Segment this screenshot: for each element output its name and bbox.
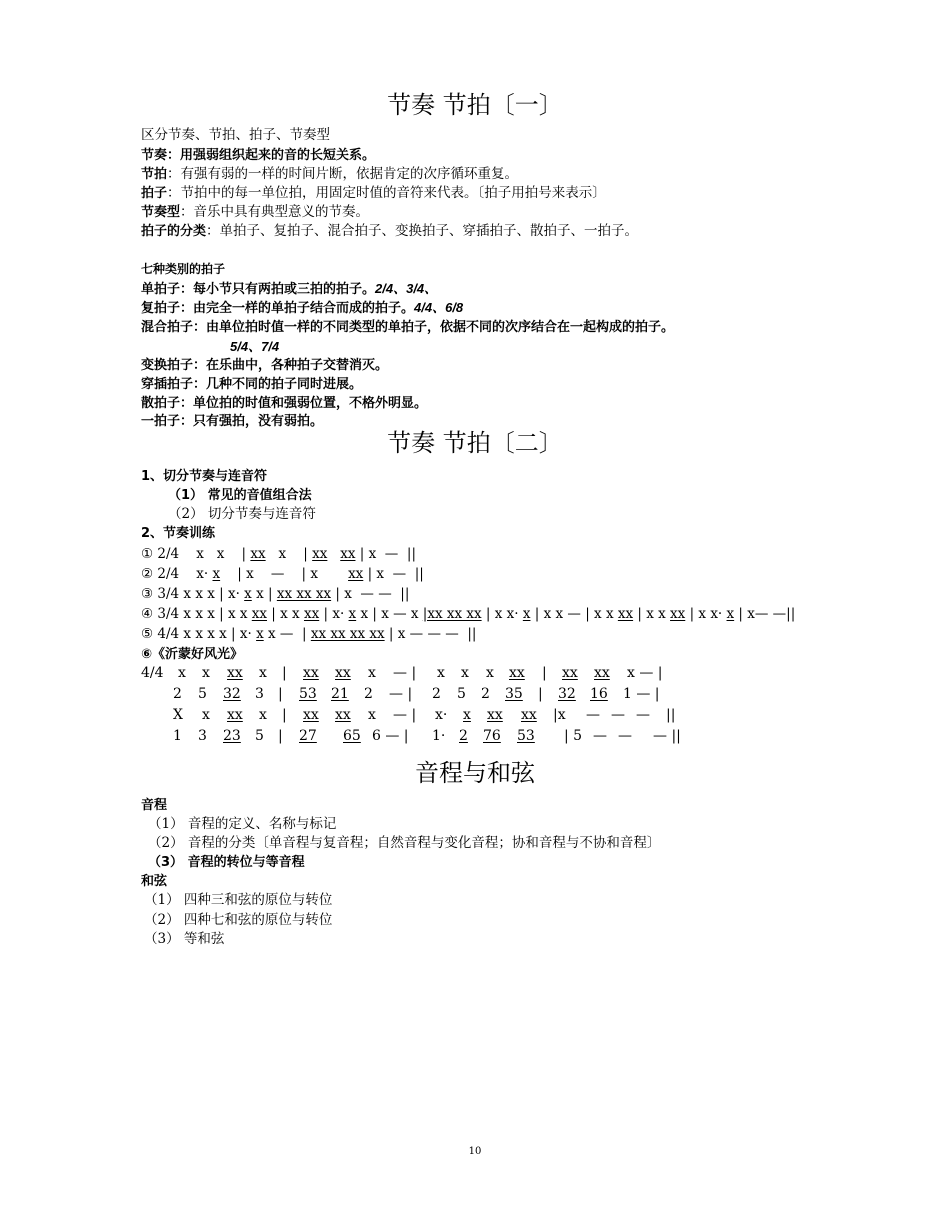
def-term: 节奏型 [141,205,181,220]
rhythm-exercise-1: ① 2/4 x x | xx x | xx xx | x — || [141,546,416,562]
def-rhythm-pattern [141,203,369,222]
kind-free: 散拍子：单位拍的时值和强弱位置，不格外明显。 [141,396,428,411]
rhythm-exercise-2: ② 2/4 x· x | x — | x xx | x — || [141,566,424,582]
def-text: 用强弱组织起来的音的长短关系。 [180,148,376,163]
chord-heading: 和弦 [141,874,168,889]
chord-item-1: （1） 四种三和弦的原位与转位 [144,892,333,908]
heading-rhythm-training: 2、节奏训练 [141,526,216,541]
kind-text: 单拍子：每小节只有两拍或三拍的拍子。 [141,282,376,297]
interval-heading: 音程 [141,798,168,813]
kind-meters: 4/4、6/8 [414,300,464,315]
interval-item-1: （1） 音程的定义、名称与标记 [148,816,337,832]
def-term: 节奏 [141,148,168,163]
def-sep: ： [167,166,181,182]
def-sep: ： [167,185,181,201]
rhythm-exercise-5: ⑤ 4/4 x x x x | x· x x — | xx xx xx xx | x — — — || [141,626,477,642]
def-sep: ： [167,148,181,163]
rhythm-exercise-3: ③ 3/4 x x x | x· x x | xx xx xx | x — — || [141,586,410,602]
intro-line: 区分节奏、节拍、拍子、节奏型 [141,127,330,143]
kind-changing: 变换拍子：在乐曲中，各种拍子交替消灭。 [141,358,389,373]
kinds-heading: 七种类别的拍子 [141,262,226,276]
interval-item-3: （3） 音程的转位与等音程 [148,855,305,870]
kind-meters: 2/4、3/4、 [375,281,438,296]
kind-meters: 5/4、7/4 [230,339,280,354]
def-text: 音乐中具有典型意义的节奏。 [193,204,370,220]
def-text: 节拍中的每一单位拍，用固定时值的音符来代表。〔拍子用拍号来表示〕 [180,185,606,201]
document-page: 节奏 节拍〔一〕 区分节奏、节拍、拍子、节奏型 节奏：用强弱组织起来的音的长短关系。 节拍：有强有弱的一样的时间片断，依据肯定的次序循环重复。 拍子：节拍中的每一单位拍，用固定时值的音符来代表。〔拍子用拍号来表示〕 节奏型：音乐中具有典型意义的节奏。 拍子的分类：单拍子、复拍子、混合拍子、变换拍子、穿插拍子、散拍子、一拍子。 七种类别的拍子 单拍子：每小节只有两拍或三拍的拍子。2/4、3/4、 复拍子：由完全一样的单拍子结合而成的拍子。4/4、6/8 混合拍子：由单位拍时值一样的不同类型的单拍子，依据不同的次序结合在一起构成的拍子。 5/4、7/4 变换拍子：在乐曲中，各种拍子交替消灭。 穿插拍子：几种不同的拍子同时进展。 散拍子：单位拍的时值和强弱位置，不格外明显。 一拍子：只有强拍，没有弱拍。 节奏 节拍〔二〕 1、切分节奏与连音符 （1） 常见的音值组合法 （2） 切分节奏与连音符 2、节奏训练 ① 2/4 x x | xx x | xx xx | x — || ② 2/4 x· x | x — | x xx | x — || ③ 3/4 x x x | x· x x | xx xx xx | x — — || ④ 3/4 x x x | x x xx | x x xx | x· x x | x — x |xx xx xx | x x· x | x x — | x x xx | x x xx | x x· x | x— —|| ⑤ 4/4 x x x x | x· x x — | xx xx xx xx | x — — — || ⑥《沂蒙好风光》 4/4 x x xx x | xx xx x — | x x x xx | xx xx x — | 2 5 32 3 | 53 21 2 — | 2 5 2 35 | 32 16 1 — | X x xx x | xx xx x — | x· x xx xx |x — — — || 1 3 23 5 | 27 65 6 — | 1· 2 76 53 | 5 — — — || 音程与和弦 音程 （1） 音程的定义、名称与标记 （2） 音程的分类〔单音程与复音程；自然音程与变化音程；协和音程与不协和音程〕 （3） 音程的转位与等音程 和弦 （1） 四种三和弦的原位与转位 （2） 四种七和弦的原位与转位 （3） 等和弦 10 [0,0,950,1229]
song-title: ⑥《沂蒙好风光》 [141,647,244,662]
section-title-rhythm-1: 节奏 节拍〔一〕 [387,91,563,119]
def-term: 拍子 [141,186,168,201]
def-meter [141,165,518,184]
kind-mixed: 混合拍子：由单位拍时值一样的不同类型的单拍子，依据不同的次序结合在一起构成的拍子。 [141,320,675,335]
rhythm-exercise-4: ④ 3/4 x x x | x x xx | x x xx | x· x x | x — x |xx xx xx | x x· x | x x — | x x xx | x x xx | x x· x | x— —|| [141,606,796,622]
def-text: 有强有弱的一样的时间片断，依据肯定的次序循环重复。 [180,166,519,182]
heading-syncopation: 1、切分节奏与连音符 [141,469,268,484]
section-title-intervals-chords: 音程与和弦 [415,759,535,787]
def-term: 拍子的分类 [141,224,207,239]
section-title-rhythm-2: 节奏 节拍〔二〕 [387,429,563,457]
def-beat [141,184,606,203]
def-term: 节拍 [141,167,168,182]
def-sep: ： [206,223,220,239]
page-number: 10 [468,1146,482,1157]
kind-polymeter: 穿插拍子：几种不同的拍子同时进展。 [141,377,363,392]
kind-mixed-meters [230,337,279,357]
sub-syncopation: （2） 切分节奏与连音符 [168,506,316,522]
kind-compound [141,298,463,318]
def-sep: ： [180,204,194,220]
chord-item-3: （3） 等和弦 [144,931,225,947]
def-meter-types [141,222,638,241]
sub-note-grouping: （1） 常见的音值组合法 [168,488,312,503]
def-rhythm [141,146,375,165]
chord-item-2: （2） 四种七和弦的原位与转位 [144,912,333,928]
def-text: 单拍子、复拍子、混合拍子、变换拍子、穿插拍子、散拍子、一拍子。 [219,223,639,239]
kind-simple [141,279,437,299]
interval-item-2: （2） 音程的分类〔单音程与复音程；自然音程与变化音程；协和音程与不协和音程〕 [148,835,661,851]
kind-single: 一拍子：只有强拍，没有弱拍。 [141,414,324,429]
kind-text: 复拍子：由完全一样的单拍子结合而成的拍子。 [141,301,415,316]
